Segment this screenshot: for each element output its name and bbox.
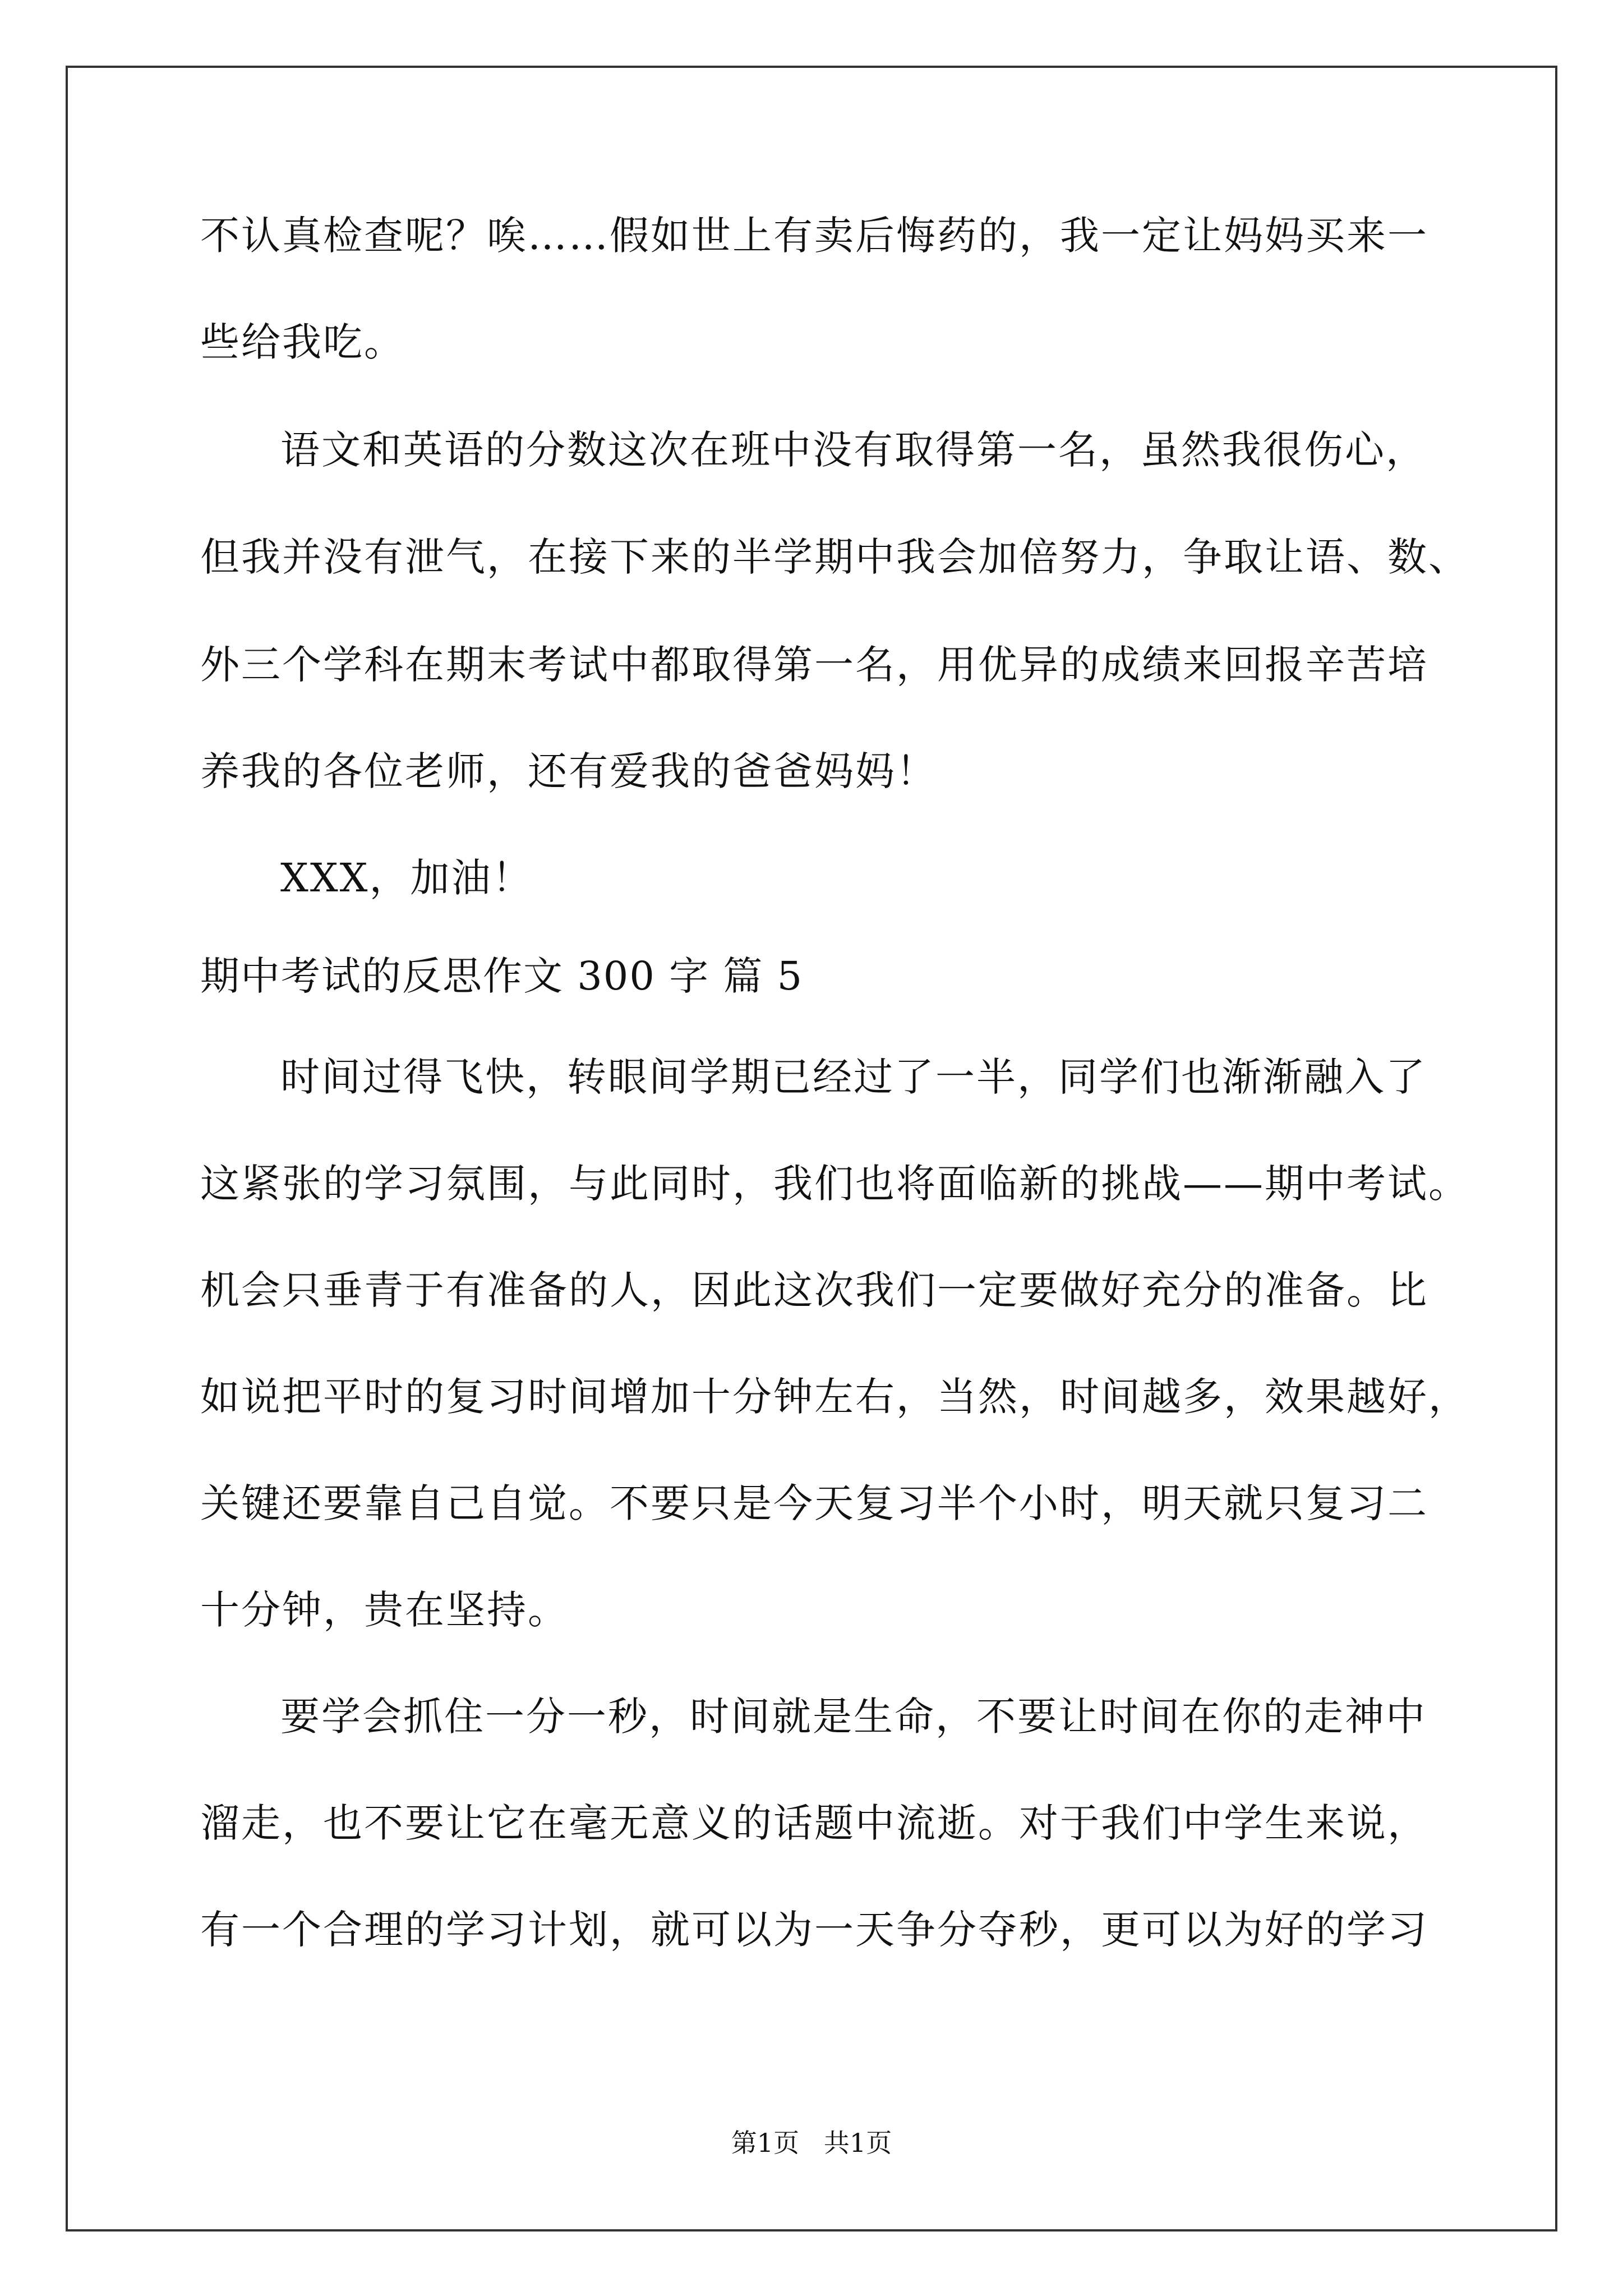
text-line: XXX，加油！ — [280, 855, 533, 901]
page-footer: 第1页 共1页 — [731, 2128, 892, 2158]
text-line: 如说把平时的复习时间增加十分钟左右，当然，时间越多，效果越好， — [200, 1374, 1469, 1420]
text-line: 要学会抓住一分一秒，时间就是生命，不要让时间在你的走神中 — [280, 1694, 1427, 1740]
text-line: 时间过得飞快，转眼间学期已经过了一半，同学们也渐渐融入了 — [280, 1054, 1427, 1100]
text-line: 这紧张的学习氛围，与此同时，我们也将面临新的挑战——期中考试。 — [200, 1161, 1469, 1207]
text-line: 些给我吃。 — [200, 319, 405, 365]
text-line: 溜走，也不要让它在毫无意义的话题中流逝。对于我们中学生来说， — [200, 1800, 1428, 1846]
text-line: 关键还要靠自己自觉。不要只是今天复习半个小时，明天就只复习二 — [200, 1480, 1428, 1526]
section-heading: 期中考试的反思作文 300 字 篇 5 — [200, 953, 804, 999]
text-line: 但我并没有泄气，在接下来的半学期中我会加倍努力，争取让语、数、 — [200, 534, 1469, 580]
text-line: 有一个合理的学习计划，就可以为一天争分夺秒，更可以为好的学习 — [200, 1907, 1428, 1953]
text-line: 十分钟，贵在坚持。 — [200, 1587, 569, 1633]
text-line: 机会只垂青于有准备的人，因此这次我们一定要做好充分的准备。比 — [200, 1267, 1428, 1313]
text-line: 养我的各位老师，还有爱我的爸爸妈妈！ — [200, 748, 937, 794]
text-line: 语文和英语的分数这次在班中没有取得第一名，虽然我很伤心， — [280, 427, 1427, 473]
text-line: 外三个学科在期末考试中都取得第一名，用优异的成绩来回报辛苦培 — [200, 642, 1428, 688]
text-line: 不认真检查呢？唉……假如世上有卖后悔药的，我一定让妈妈买来一 — [200, 213, 1428, 259]
